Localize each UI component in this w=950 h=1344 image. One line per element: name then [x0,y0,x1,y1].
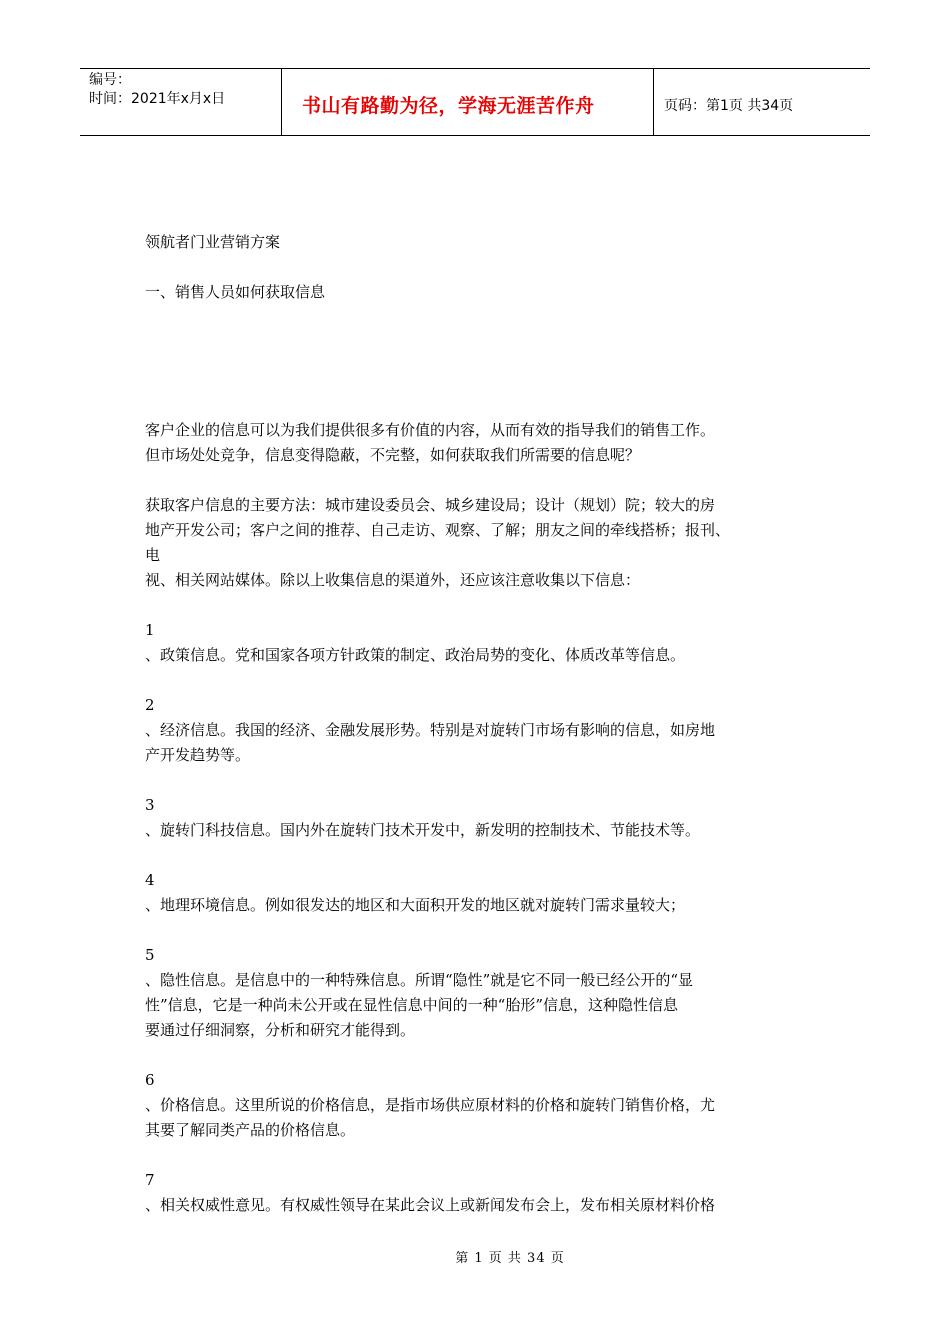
section-heading: 一、销售人员如何获取信息 [145,283,326,301]
motto-text: 书山有路勤为径，学海无涯苦作舟 [302,95,595,117]
item-number: 6 [145,1071,155,1089]
paragraph-line: 电 [145,546,161,564]
item-number: 5 [145,946,155,964]
item-text: 、隐性信息。是信息中的一种特殊信息。所谓“隐性”就是它不同一般已经公开的“显 [145,971,694,989]
item-text: 、旋转门科技信息。国内外在旋转门技术开发中，新发明的控制技术、节能技术等。 [145,821,701,839]
paragraph-line: 地产开发公司；客户之间的推荐、自己走访、观察、了解；朋友之间的牵线搭桥；报刊、 [145,521,731,539]
item-text: 、地理环境信息。例如很发达的地区和大面积开发的地区就对旋转门需求量较大； [145,896,686,914]
item-number: 7 [145,1171,155,1189]
item-number: 2 [145,696,155,714]
document-body [145,230,810,1218]
item-text: 、价格信息。这里所说的价格信息，是指市场供应原材料的价格和旋转门销售价格，尤 [145,1096,716,1114]
paragraph-line: 视、相关网站媒体。除以上收集信息的渠道外，还应该注意收集以下信息： [145,571,641,589]
item-number: 3 [145,796,155,814]
header-page-cell [654,69,870,135]
page-footer: 第 1 页 共 34 页 [455,1251,565,1266]
header-motto-cell [282,69,654,135]
paragraph-line: 但市场处处竞争，信息变得隐蔽，不完整，如何获取我们所需要的信息呢？ [145,446,641,464]
item-text: 要通过仔细洞察，分析和研究才能得到。 [145,1021,416,1039]
item-text: 、相关权威性意见。有权威性领导在某此会议上或新闻发布会上，发布相关原材料价格 [145,1196,716,1214]
item-number: 1 [145,621,155,639]
paragraph-line: 获取客户信息的主要方法：城市建设委员会、城乡建设局；设计（规划）院；较大的房 [145,496,716,514]
item-text: 产开发趋势等。 [145,746,251,764]
header-info-cell [80,69,282,135]
item-number: 4 [145,871,155,889]
serial-label: 编号： [89,72,131,88]
page-info: 页码：第1页 共34页 [664,98,794,114]
item-text: 性”信息，它是一种尚未公开或在显性信息中间的一种“胎形”信息，这种隐性信息 [145,996,679,1014]
item-text: 其要了解同类产品的价格信息。 [145,1121,356,1139]
date-line: 时间：2021年x月x日 [89,91,226,107]
document-title: 领航者门业营销方案 [145,233,281,251]
item-text: 、经济信息。我国的经济、金融发展形势。特别是对旋转门市场有影响的信息，如房地 [145,721,716,739]
item-text: 、政策信息。党和国家各项方针政策的制定、政治局势的变化、体质改革等信息。 [145,646,686,664]
paragraph-line: 客户企业的信息可以为我们提供很多有价值的内容，从而有效的指导我们的销售工作。 [145,421,716,439]
header-table [80,68,870,136]
